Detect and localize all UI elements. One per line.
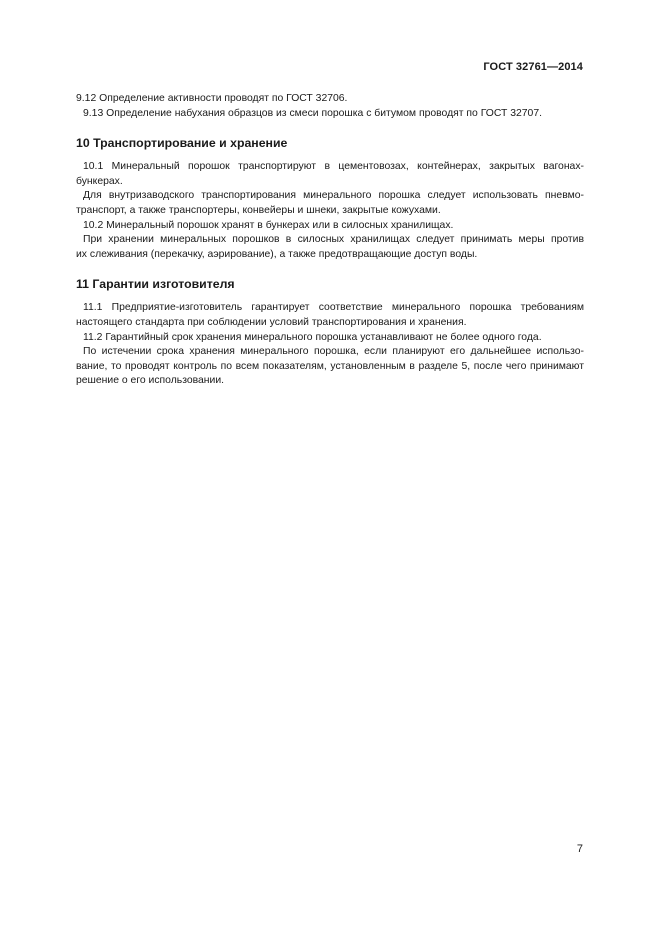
- paragraph-intraplant-line-2: транспорт, а также транспортеры, конвейеры и шнеки, закрытые кожухами.: [76, 204, 441, 216]
- section-10-title: 10 Транспортирование и хранение: [76, 136, 288, 151]
- paragraph-expiry-line-3: решение о его использовании.: [76, 375, 225, 387]
- page-number: 7: [576, 843, 583, 855]
- paragraph-11-2: 11.2 Гарантийный срок хранения минерального порошка устанавливают не более одного года.: [83, 331, 542, 343]
- paragraph-10-1-line-1: 10.1 Минеральный порошок транспортируют в цементовозах, контейнерах, закрытых вагонах-: [83, 161, 584, 173]
- paragraph-10-1-line-2: бункерах.: [76, 175, 123, 187]
- paragraph-10-1: [76, 160, 584, 189]
- section-11-title: 11 Гарантии изготовителя: [76, 277, 235, 292]
- paragraph-11-1-line-2: настоящего стандарта при соблюдении условий транспортирования и хранения.: [76, 316, 467, 328]
- paragraph-intraplant-line-1: Для внутризаводского транспортирования минерального порошка следует использовать пневмо-: [83, 190, 584, 202]
- paragraph-9-12: 9.12 Определение активности проводят по ГОСТ 32706.: [76, 93, 348, 104]
- paragraph-silo-line-2: их слеживания (перекачку, аэрирование), а также предотвращающие доступ воды.: [76, 248, 478, 260]
- paragraph-expiry: [76, 345, 584, 389]
- paragraph-silo-storage: [76, 233, 584, 262]
- paragraph-11-1: [76, 301, 584, 330]
- paragraph-expiry-line-2: вание, то проводят контроль по всем показателям, установленным в разделе 5, после чего принимают: [76, 360, 584, 372]
- page-content: [76, 92, 584, 389]
- paragraph-silo-line-1: При хранении минеральных порошков в силосных хранилищах следует принимать меры против: [83, 234, 584, 246]
- paragraph-expiry-line-1: По истечении срока хранения минерального порошка, если планируют его дальнейшее использо-: [83, 346, 584, 358]
- paragraph-9-13: 9.13 Определение набухания образцов из смеси порошка с битумом проводят по ГОСТ 32707.: [83, 107, 543, 119]
- paragraph-11-1-line-1: 11.1 Предприятие-изготовитель гарантирует соответствие минерального порошка требованиям: [83, 302, 584, 314]
- paragraph-intraplant-transport: [76, 189, 584, 218]
- paragraph-10-2: 10.2 Минеральный порошок хранят в бункерах или в силосных хранилищах.: [83, 219, 454, 231]
- document-code: ГОСТ 32761—2014: [483, 61, 583, 73]
